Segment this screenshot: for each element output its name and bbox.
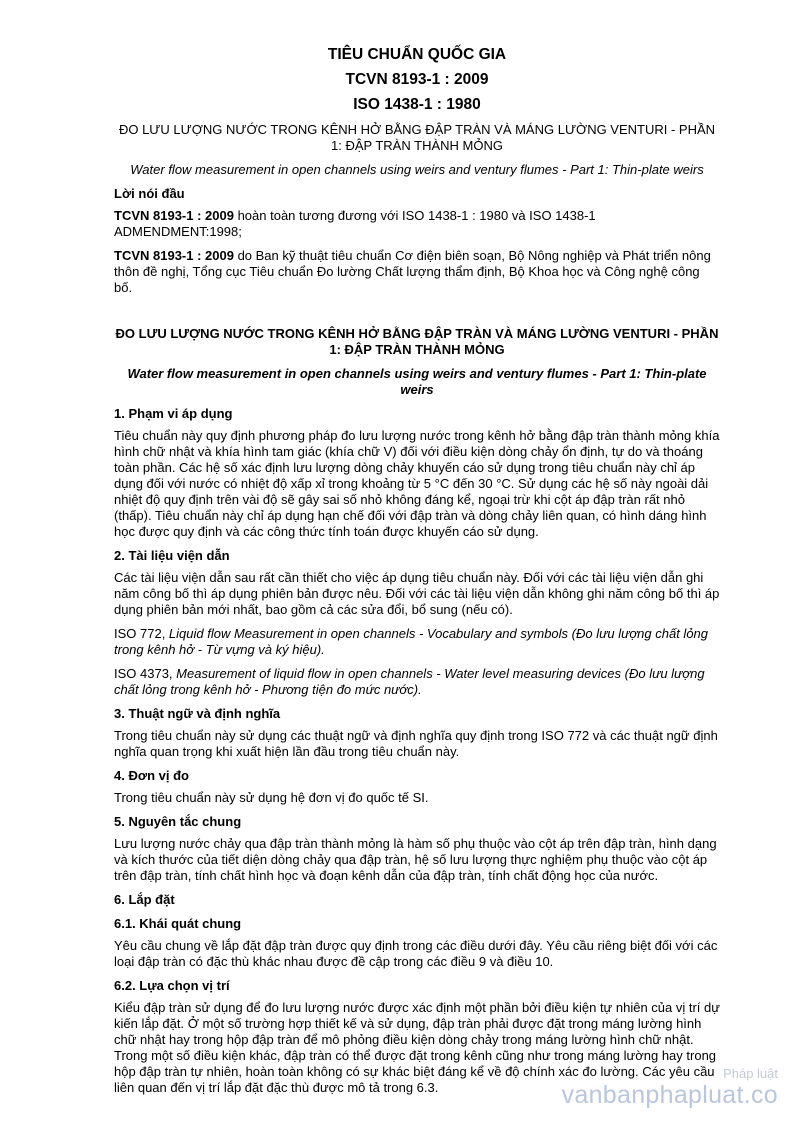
general-paragraph: Yêu cầu chung về lắp đặt đập tràn được quy định trong các điều dưới đây. Yêu cầu riêng biệt đối với các loại đập tràn có đặc thù khác nhau được đề cập trong các điều 9 và điều 10. bbox=[114, 938, 718, 969]
foreword-heading: Lời nói đầu bbox=[114, 186, 185, 201]
subsection-heading-general: 6.1. Khái quát chung bbox=[114, 916, 242, 931]
references-paragraph: Các tài liệu viện dẫn sau rất cần thiết cho việc áp dụng tiêu chuẩn này. Đối với các tài liệu viện dẫn ghi năm công bố thì áp dụng phiên bản được nêu. Đối với các tài liệu viện dẫn không ghi năm công bố thì áp dụng phiên bản mới nhất, bao gồm cả các sửa đổi, bổ sung (nếu có). bbox=[114, 570, 720, 617]
section-heading-principles: 5. Nguyên tắc chung bbox=[114, 814, 242, 829]
reference-title: Measurement of liquid flow in open channels - Water level measuring devices (Đo lưu lượng chất lỏng trong kênh hở - Phương tiện đo mức nước). bbox=[114, 666, 705, 697]
section-heading-terms: 3. Thuật ngữ và định nghĩa bbox=[114, 706, 281, 721]
title-vietnamese: ĐO LƯU LƯỢNG NƯỚC TRONG KÊNH HỞ BẰNG ĐẬP TRÀN VÀ MÁNG LƯỜNG VENTURI - PHẦN 1: ĐẬP TRÀN THÀNH MỎNG bbox=[118, 122, 716, 153]
reference-title: Liquid flow Measurement in open channels - Vocabulary and symbols (Đo lưu lượng chất lỏng trong kênh hở - Từ vựng và ký hiệu). bbox=[114, 626, 709, 657]
reference-code: ISO 772, bbox=[114, 626, 169, 641]
scope-paragraph: Tiêu chuẩn này quy định phương pháp đo lưu lượng nước trong kênh hở bằng đập tràn thành mỏng khía hình chữ nhật và khía hình tam giác (khía chữ V) đối với điều kiện dòng chảy ổn định, tự do và thoáng toàn phần. Các hệ số xác định lưu lượng dòng chảy khuyến cáo sử dụng trong tiêu chuẩn này chỉ áp dụng đối với nước có nhiệt độ xấp xỉ trong khoảng từ 5 °C đến 30 °C. Sử dụng các hệ số này ngoài dải nhiệt độ quy định trên vài độ sẽ gây sai số nhỏ không đáng kể, ngoại trừ khi cột áp đập tràn rất nhỏ (thấp). Tiêu chuẩn này chỉ áp dụng hạn chế đối với đập tràn và dòng chảy liên quan, có hình dáng hình học được quy định và các công thức tính toán được khuyến cáo sử dụng. bbox=[114, 428, 720, 539]
units-paragraph: Trong tiêu chuẩn này sử dụng hệ đơn vị đo quốc tế SI. bbox=[114, 790, 429, 805]
section-heading-references: 2. Tài liệu viện dẫn bbox=[114, 548, 230, 563]
standard-number: TCVN 8193-1 : 2009 bbox=[345, 71, 489, 88]
subsection-heading-site-selection: 6.2. Lựa chọn vị trí bbox=[114, 978, 230, 993]
foreword-standard-code: TCVN 8193-1 : 2009 bbox=[114, 248, 234, 263]
title-english: Water flow measurement in open channels using weirs and ventury flumes - Part 1: Thin-plate weirs bbox=[130, 162, 704, 177]
reference-item bbox=[114, 666, 720, 698]
document-title: TIÊU CHUẨN QUỐC GIA bbox=[327, 46, 507, 63]
foreword-text: do Ban kỹ thuật tiêu chuẩn Cơ điện biên soạn, Bộ Nông nghiệp và Phát triển nông thôn đề nghị, Tổng cục Tiêu chuẩn Đo lường Chất lượng thẩm định, Bộ Khoa học và Công nghệ công bố. bbox=[114, 248, 711, 295]
main-title-vietnamese: ĐO LƯU LƯỢNG NƯỚC TRONG KÊNH HỞ BẰNG ĐẬP TRÀN VÀ MÁNG LƯỜNG VENTURI - PHẦN 1: ĐẬP TRÀN THÀNH MỎNG bbox=[115, 326, 719, 357]
iso-number: ISO 1438-1 : 1980 bbox=[353, 96, 481, 113]
terms-paragraph: Trong tiêu chuẩn này sử dụng các thuật ngữ và định nghĩa quy định trong ISO 772 và các thuật ngữ định nghĩa quan trọng khi xuất hiện lần đầu trong tiêu chuẩn này. bbox=[114, 728, 718, 759]
section-heading-installation: 6. Lắp đặt bbox=[114, 892, 175, 907]
section-heading-scope: 1. Phạm vi áp dụng bbox=[114, 406, 233, 421]
main-title-english: Water flow measurement in open channels using weirs and ventury flumes - Part 1: Thin-plate weirs bbox=[127, 366, 707, 397]
principles-paragraph: Lưu lượng nước chảy qua đập tràn thành mỏng là hàm số phụ thuộc vào cột áp trên đập tràn, hình dạng và kích thước của tiết diện dòng chảy qua đập tràn, hệ số lưu lượng thực nghiệm phụ thuộc vào cột áp trên đập tràn, tính chất hình học và đoạn kênh dẫn của đập tràn, tính chất động học của nước. bbox=[114, 836, 717, 883]
watermark-label: Pháp luật bbox=[723, 1066, 778, 1081]
site-selection-paragraph: Kiểu đập tràn sử dụng để đo lưu lượng nước được xác định một phần bởi điều kiện tự nhiên của vị trí dự kiến lắp đặt. Ở một số trường hợp thiết kế và sử dụng, đập tràn phải được đặt trong máng lường hình chữ nhật hay trong hộp đập tràn để mô phỏng điều kiện dòng chảy trong máng lường hình chữ nhật. Trong một số điều kiện khác, đập tràn có thể được đặt trong kênh cũng như trong máng lường hay trong hộp đập tràn tự nhiên, hoàn toàn không có sự khác biệt đáng kể về độ chính xác đo lường. Các yêu cầu liên quan đến vị trí lắp đặt đặc thù được mô tả trong 6.3. bbox=[114, 1000, 720, 1095]
foreword-standard-code: TCVN 8193-1 : 2009 bbox=[114, 208, 234, 223]
section-heading-units: 4. Đơn vị đo bbox=[114, 768, 189, 783]
foreword-paragraph-2 bbox=[114, 248, 720, 296]
reference-item bbox=[114, 626, 720, 658]
watermark-site: vanbanphapluat.co bbox=[561, 1081, 778, 1109]
foreword-paragraph-1 bbox=[114, 208, 720, 240]
watermark bbox=[562, 1067, 778, 1109]
document-page bbox=[114, 44, 720, 1104]
foreword-text: hoàn toàn tương đương với ISO 1438-1 : 1980 và ISO 1438-1 ADMENDMENT:1998; bbox=[114, 208, 596, 239]
reference-code: ISO 4373, bbox=[114, 666, 177, 681]
